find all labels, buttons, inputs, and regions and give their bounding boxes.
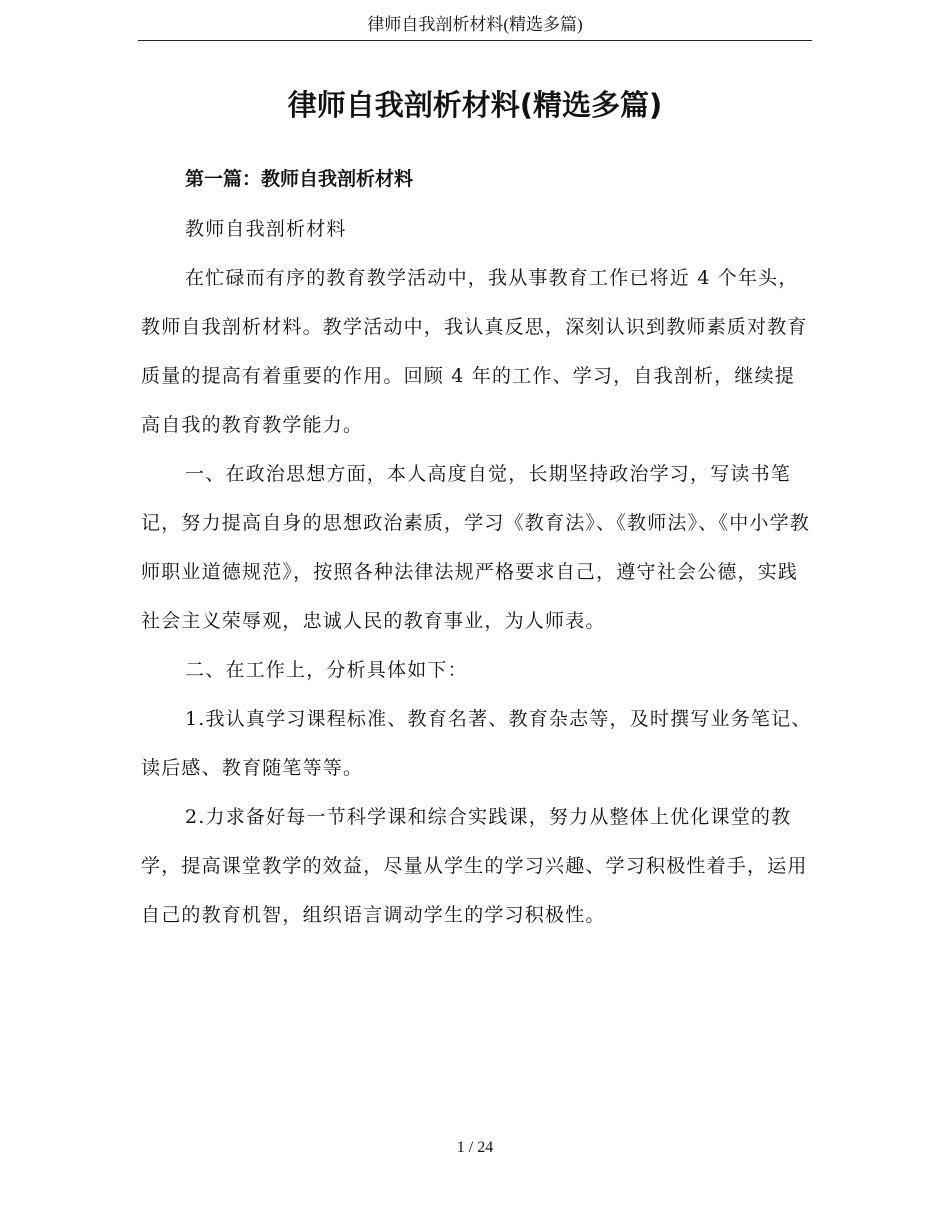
paragraph-intro: 在忙碌而有序的教育教学活动中，我从事教育工作已将近 4 个年头，教师自我剖析材料。教学活动中，我认真反思，深刻认识到教师素质对教育质量的提高有着重要的作用。回顾 4 年的工作、学习，自我剖析，继续提高自我的教育教学能力。 <box>141 267 808 436</box>
paragraph-subtitle: 教师自我剖析材料 <box>185 218 347 240</box>
document-title: 律师自我剖析材料(精选多篇) <box>287 88 663 122</box>
paragraph-work-heading: 二、在工作上，分析具体如下： <box>185 659 468 681</box>
page-number: 1 / 24 <box>456 1139 494 1156</box>
paragraph-item-2: 2.力求备好每一节科学课和综合实践课，努力从整体上优化课堂的教学，提高课堂教学的效益，尽量从学生的学习兴趣、学习积极性着手，运用自己的教育机智，组织语言调动学生的学习积极性。 <box>141 806 808 926</box>
paragraph-item-1: 1.我认真学习课程标准、教育名著、教育杂志等，及时撰写业务笔记、读后感、教育随笔等等。 <box>141 708 812 779</box>
document-body <box>141 205 813 940</box>
running-header: 律师自我剖析材料(精选多篇) <box>367 15 583 34</box>
paragraph-political: 一、在政治思想方面，本人高度自觉，长期坚持政治学习，写读书笔记，努力提高自身的思想政治素质，学习《教育法》、《教师法》、《中小学教师职业道德规范》，按照各种法律法规严格要求自己，遵守社会公德，实践社会主义荣辱观，忠诚人民的教育事业，为人师表。 <box>141 463 811 632</box>
section-heading: 第一篇：教师自我剖析材料 <box>185 168 414 190</box>
header-divider <box>138 40 812 41</box>
